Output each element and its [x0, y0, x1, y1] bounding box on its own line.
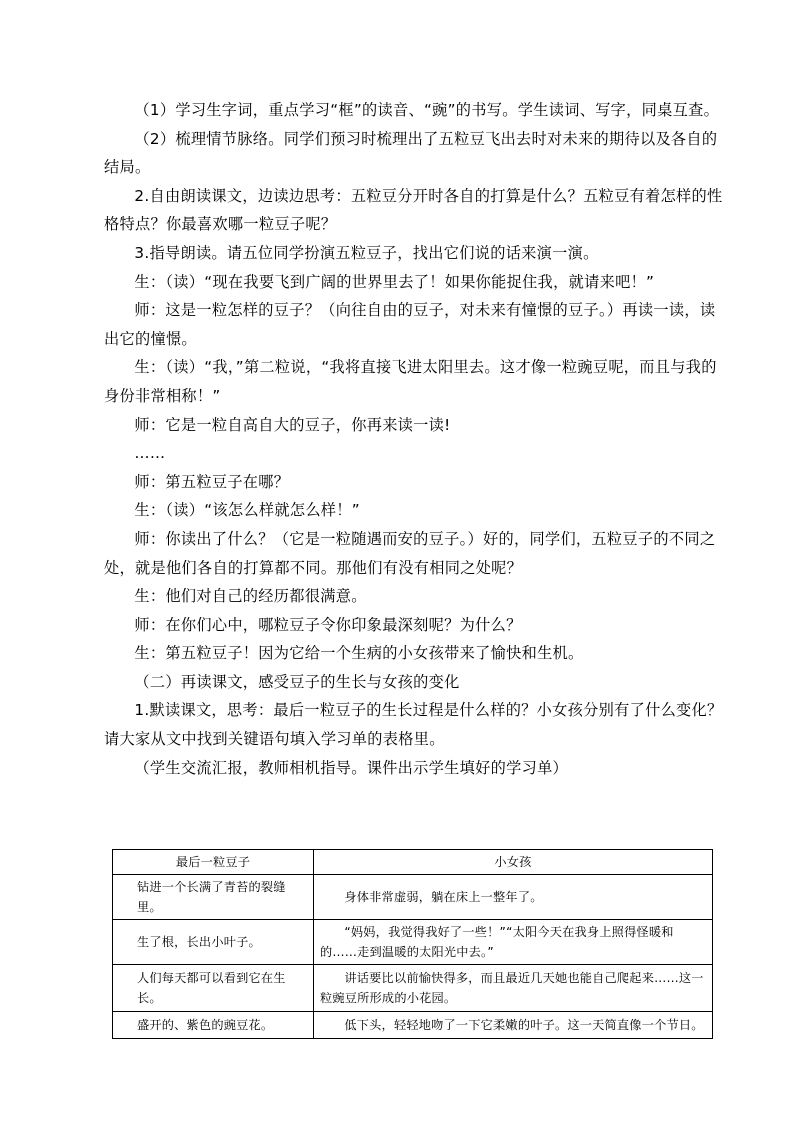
table-cell-pea: 生了根，长出小叶子。 — [113, 920, 314, 965]
dialogue-line: 师：在你们心中，哪粒豆子令你印象最深刻呢？为什么？ — [134, 615, 522, 634]
table-cell-girl: “妈妈，我觉得我好了一些！”“太阳今天在我身上照得怪暖和的……走到温暖的太阳光中去。” — [314, 920, 713, 965]
paragraph-worksheet-note: （学生交流汇报，教师相机指导。课件出示学生填好的学习单） — [134, 758, 569, 777]
paragraph-guided-reading: 3.指导朗读。请五位同学扮演五粒豆子，找出它们说的话来演一演。 — [134, 243, 599, 262]
column-header-girl: 小女孩 — [314, 850, 713, 875]
table-header-row — [113, 850, 713, 875]
dialogue-line: 师：第五粒豆子在哪？ — [134, 472, 290, 491]
table-row — [113, 920, 713, 965]
table-row — [113, 1012, 713, 1039]
dialogue-line: 生：（读）“我，”第二粒说，“我将直接飞进太阳里去。这才像一粒豌豆呢，而且与我的身份非常相称！” — [104, 358, 717, 405]
section-heading: （二）再读课文，感受豆子的生长与女孩的变化 — [134, 672, 460, 691]
table-cell-girl: 身体非常虚弱，躺在床上一整年了。 — [314, 875, 713, 920]
dialogue-line: 生：（读）“该怎么样就怎么样！” — [134, 501, 360, 520]
column-header-pea: 最后一粒豆子 — [113, 850, 314, 875]
paragraph-study-words: （1）学习生字词，重点学习“框”的读音、“豌”的书写。学生读词、写字，同桌互查。 — [134, 101, 720, 119]
dialogue-line: 师：这是一粒怎样的豆子？（向往自由的豆子，对未来有憧憬的豆子。）再读一读，读出它的憧憬。 — [104, 301, 716, 348]
worksheet-table — [112, 849, 713, 1039]
dialogue-line: 生：（读）“现在我要飞到广阔的世界里去了！如果你能捉住我，就请来吧！” — [134, 272, 655, 291]
table-cell-girl: 低下头，轻轻地吻了一下它柔嫩的叶子。这一天简直像一个节日。 — [314, 1012, 713, 1039]
dialogue-line: 生：他们对自己的经历都很满意。 — [134, 587, 367, 606]
paragraph-silent-reading: 1.默读课文，思考：最后一粒豆子的生长过程是什么样的？小女孩分别有了什么变化？请大家从文中找到关键语句填入学习单的表格里。 — [104, 701, 723, 749]
paragraph-plot-outline: （2）梳理情节脉络。同学们预习时梳理出了五粒豆飞出去时对未来的期待以及各自的结局。 — [104, 129, 718, 177]
table-row — [113, 875, 713, 920]
table-cell-girl: 讲话要比以前愉快得多，而且最近几天她也能自己爬起来……这一粒豌豆所形成的小花园。 — [314, 965, 713, 1012]
paragraph-free-reading: 2.自由朗读课文，边读边思考：五粒豆分开时各自的打算是什么？五粒豆有着怎样的性格特点？你最喜欢哪一粒豆子呢？ — [104, 186, 723, 234]
table-cell-pea: 盛开的、紫色的豌豆花。 — [113, 1012, 314, 1039]
dialogue-line: 师：你读出了什么？（它是一粒随遇而安的豆子。）好的，同学们，五粒豆子的不同之处，就是他们各自的打算都不同。那他们有没有相同之处呢？ — [104, 529, 716, 577]
table-cell-pea: 人们每天都可以看到它在生长。 — [113, 965, 314, 1012]
lesson-text — [104, 96, 724, 782]
table-row — [113, 965, 713, 1012]
dialogue-line: 师：它是一粒自高自大的豆子，你再来读一读! — [134, 415, 451, 434]
ellipsis-line: …… — [134, 444, 166, 463]
table-cell-pea: 钻进一个长满了青苔的裂缝里。 — [113, 875, 314, 920]
worksheet-table-container — [112, 849, 712, 1039]
dialogue-line: 生：第五粒豆子！因为它给一个生病的小女孩带来了愉快和生机。 — [134, 644, 584, 663]
